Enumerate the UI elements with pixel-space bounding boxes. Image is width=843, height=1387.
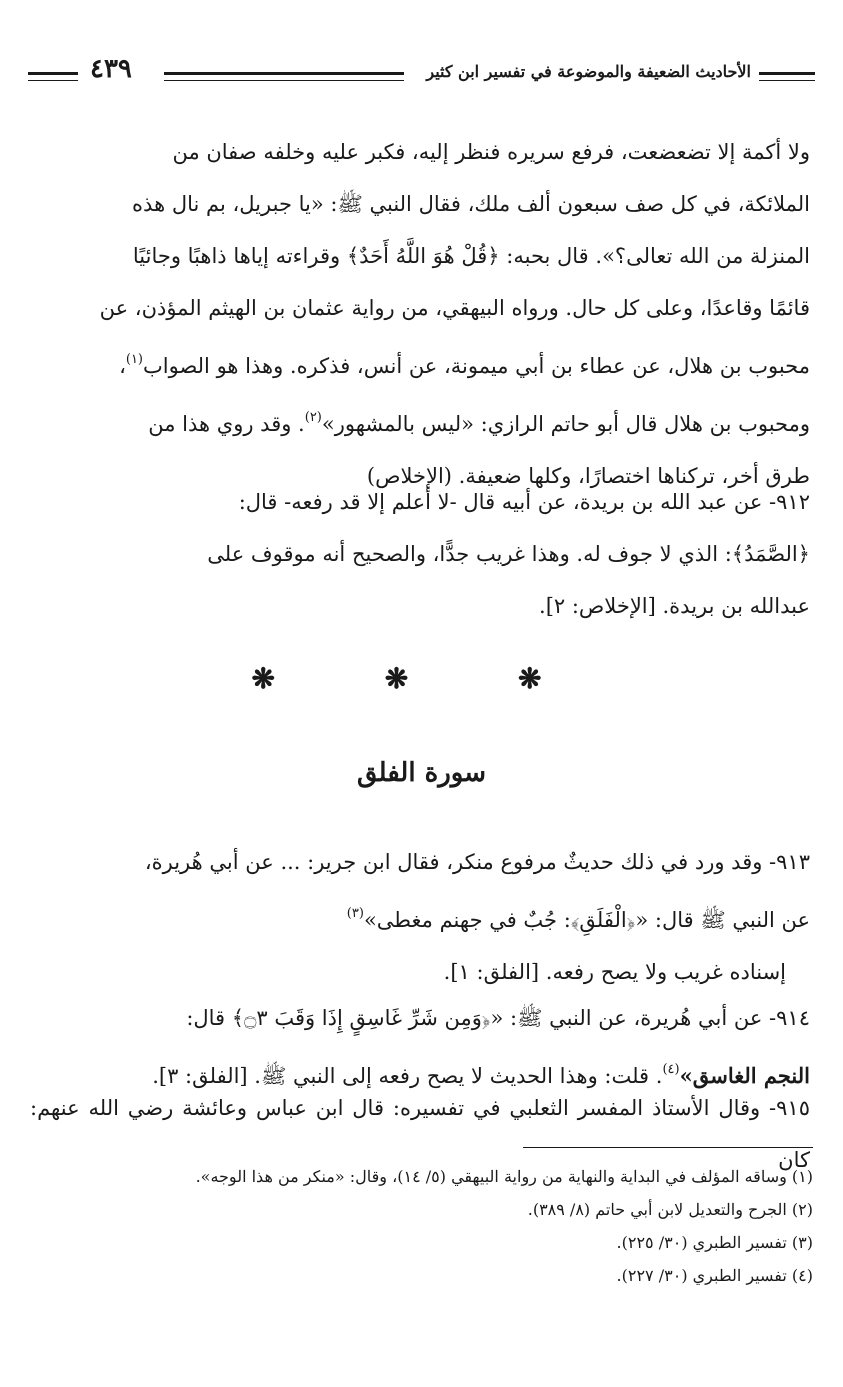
text-segment: . قلت: وهذا الحديث لا يصح رفعه إلى النبي ﷺ. [الفلق: ٣].	[152, 1064, 663, 1088]
header-rule-left-thin	[28, 80, 78, 81]
footnote-marker: (٢)	[304, 410, 322, 425]
text-line: ﴿الصَّمَدُ﴾: الذي لا جوف له. وهذا غريب جدًّا، والصحيح أنه موقوف على	[207, 542, 810, 566]
running-header	[28, 54, 815, 92]
text-line: إسناده غريب ولا يصح رفعه. [الفلق: ١].	[443, 960, 786, 984]
header-rule-right-thin	[759, 80, 815, 81]
text-line	[30, 334, 810, 392]
footnote-4: (٤) تفسير الطبري (٣٠/ ٢٢٧).	[616, 1266, 813, 1285]
footnotes	[33, 1160, 813, 1292]
text-line	[30, 888, 810, 946]
comma: ،	[119, 354, 126, 378]
header-rule-right	[759, 72, 815, 75]
text-line: ٩١٢- عن عبد الله بن بريدة، عن أبيه قال -لا أعلم إلا قد رفعه- قال:	[238, 490, 810, 514]
text-line: ولا أكمة إلا تضعضعت، فرفع سريره فنظر إليه، فكبر عليه وخلفه صفان من	[172, 140, 810, 164]
text-segment: عن النبي ﷺ قال: «﴿الْفَلَقِ﴾: جُبٌ في جهنم مغطى»	[363, 908, 810, 932]
header-rule-middle-thin	[164, 80, 404, 81]
text-segment: . وقد روي هذا من	[148, 412, 305, 436]
text-segment: محبوب بن هلال، عن عطاء بن أبي ميمونة، عن أنس، فذكره. وهذا هو الصواب	[143, 354, 810, 378]
text-line: المنزلة من الله تعالى؟». قال بحبه: ﴿قُلْ هُوَ اللَّهُ أَحَدٌ﴾ وقراءته إياها ذاهبًا وجائيًا	[132, 244, 810, 268]
header-rule-middle	[164, 72, 404, 75]
main-text-block	[30, 126, 810, 502]
footnote-2: (٢) الجرح والتعديل لابن أبي حاتم (٨/ ٣٨٩).	[527, 1200, 813, 1219]
hadith-913	[30, 836, 810, 998]
header-rule-left	[28, 72, 78, 75]
page-number: ٤٣٩	[90, 54, 132, 84]
surah-title: سورة الفلق	[356, 758, 487, 788]
footnote-marker: (٤)	[662, 1062, 680, 1077]
header-title: الأحاديث الضعيفة والموضوعة في تفسير ابن كثير	[426, 62, 751, 81]
text-line	[30, 392, 810, 450]
footnote-marker: (٣)	[346, 906, 364, 921]
footnote-divider	[523, 1147, 813, 1148]
text-segment: النجم الغاسق»	[679, 1063, 810, 1088]
section-separator: ❋ ❋ ❋	[251, 662, 592, 695]
text-line: ٩١٣- وقد ورد في ذلك حديثٌ مرفوع منكر، فقال ابن جرير: ... عن أبي هُريرة،	[144, 850, 810, 874]
text-line: الملائكة، في كل صف سبعون ألف ملك، فقال النبي ﷺ: «يا جبريل، بم نال هذه	[132, 192, 810, 216]
text-line: ٩١٥- وقال الأستاذ المفسر الثعلبي في تفسيره: قال ابن عباس وعائشة رضي الله عنهم: كان	[30, 1096, 810, 1172]
footnote-3: (٣) تفسير الطبري (٣٠/ ٢٢٥).	[616, 1233, 813, 1252]
footnote-1: (١) وساقه المؤلف في البداية والنهاية من رواية البيهقي (٥/ ١٤)، وقال: «منكر من هذا الوجه».	[195, 1167, 813, 1186]
text-line: طرق أخر، تركناها اختصارًا، وكلها ضعيفة. (الإخلاص)	[366, 464, 810, 488]
text-line: عبدالله بن بريدة. [الإخلاص: ٢].	[539, 594, 810, 618]
text-line: قائمًا وقاعدًا، وعلى كل حال. ورواه البيهقي، من رواية عثمان بن الهيثم المؤذن، عن	[99, 296, 810, 320]
hadith-912	[30, 476, 810, 632]
text-line: ٩١٤- عن أبي هُريرة، عن النبي ﷺ: «﴿وَمِن شَرِّ غَاسِقٍ إِذَا وَقَبَ ۝٣﴾ قال:	[186, 1006, 810, 1030]
footnote-marker: (١)	[125, 352, 143, 367]
text-segment: ومحبوب بن هلال قال أبو حاتم الرازي: «ليس بالمشهور»	[321, 412, 810, 436]
